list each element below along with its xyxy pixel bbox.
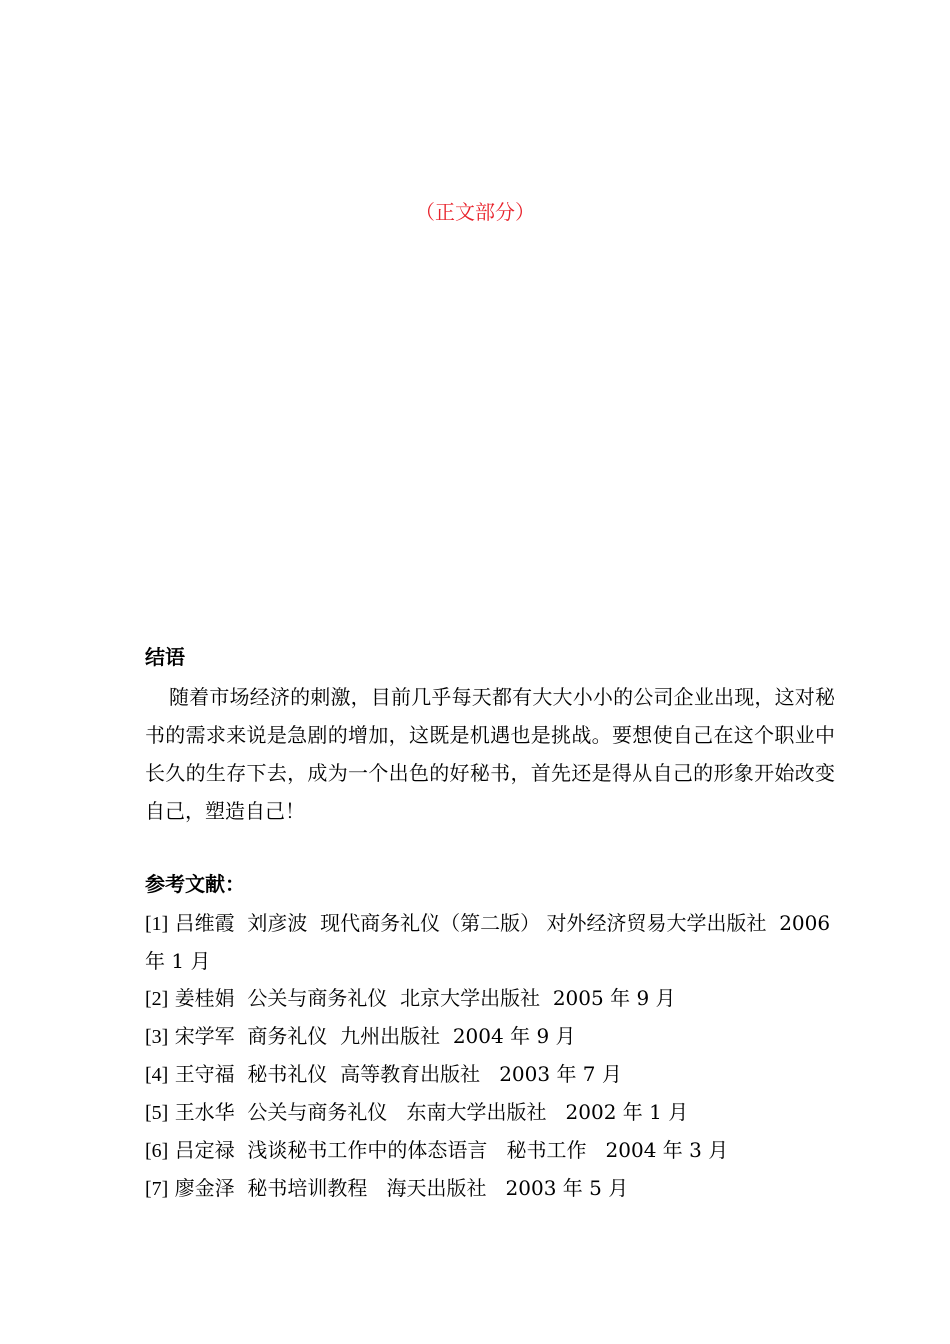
- document-content: [145, 642, 835, 1208]
- conclusion-paragraph: 随着市场经济的刺激，目前几乎每天都有大大小小的公司企业出现，这对秘书的需求来说是急剧的增加，这既是机遇也是挑战。要想使自己在这个职业中长久的生存下去，成为一个出色的好秘书，首先还是得从自己的形象开始改变自己，塑造自己！: [145, 685, 835, 823]
- reference-number: [3]: [145, 1026, 169, 1048]
- body-placeholder-text: （正文部分）: [415, 200, 535, 224]
- reference-text: 吕定禄 浅谈秘书工作中的体态语言 秘书工作 2004 年 3 月: [174, 1138, 729, 1162]
- references-heading: 参考文献：: [145, 872, 245, 896]
- reference-item: [145, 1056, 835, 1094]
- reference-item: [145, 905, 835, 980]
- reference-number: [6]: [145, 1140, 169, 1162]
- reference-text: 吕维霞 刘彦波 现代商务礼仪（第二版） 对外经济贸易大学出版社 2006 年 1 月: [145, 911, 837, 973]
- reference-number: [5]: [145, 1102, 169, 1124]
- references-section: [145, 869, 835, 1208]
- reference-item: [145, 1018, 835, 1056]
- reference-text: 宋学军 商务礼仪 九州出版社 2004 年 9 月: [174, 1024, 576, 1048]
- reference-item: [145, 1132, 835, 1170]
- reference-text: 姜桂娟 公关与商务礼仪 北京大学出版社 2005 年 9 月: [174, 986, 676, 1010]
- references-list: [145, 905, 835, 1208]
- reference-number: [1]: [145, 913, 169, 935]
- reference-number: [4]: [145, 1064, 169, 1086]
- reference-item: [145, 980, 835, 1018]
- reference-item: [145, 1094, 835, 1132]
- reference-number: [2]: [145, 988, 169, 1010]
- reference-item: [145, 1170, 835, 1208]
- conclusion-heading: 结语: [145, 645, 185, 669]
- reference-number: [7]: [145, 1178, 169, 1200]
- reference-text: 廖金泽 秘书培训教程 海天出版社 2003 年 5 月: [174, 1176, 629, 1200]
- reference-text: 王水华 公关与商务礼仪 东南大学出版社 2002 年 1 月: [174, 1100, 689, 1124]
- conclusion-section: [145, 642, 835, 830]
- reference-text: 王守福 秘书礼仪 高等教育出版社 2003 年 7 月: [174, 1062, 622, 1086]
